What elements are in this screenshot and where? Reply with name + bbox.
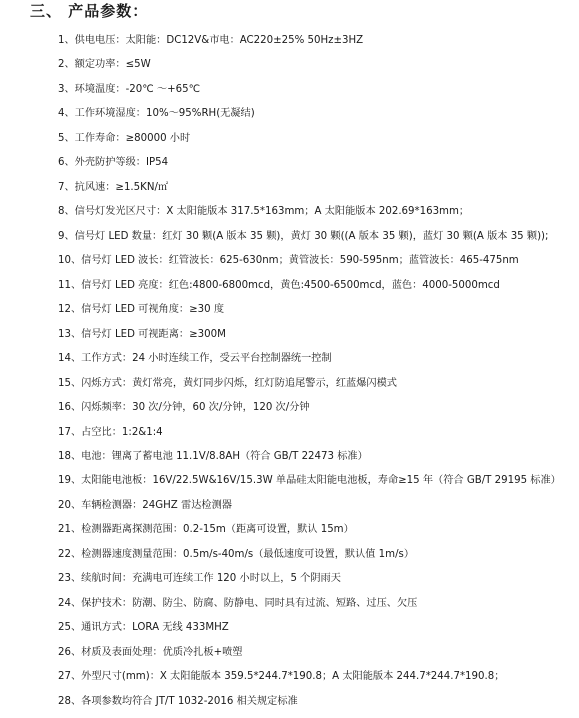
parameter-list [58,33,561,718]
list-item: 8、信号灯发光区尺寸：X 太阳能版本 317.5*163mm；A 太阳能版本 202.69*163mm； [58,206,470,218]
list-item: 3、环境温度：-20℃ ～+65℃ [58,83,201,95]
list-item: 23、续航时间：充满电可连续工作 120 小时以上，5 个阴雨天 [58,573,341,585]
list-item: 28、各项参数均符合 JT/T 1032-2016 相关规定标准 [58,695,298,707]
list-item: 22、检测器速度测量范围：0.5m/s-40m/s（最低速度可设置，默认值 1m/s） [58,548,415,560]
list-item: 10、信号灯 LED 波长：红管波长：625-630nm；黄管波长：590-595nm；蓝管波长：465-475nm [58,255,519,267]
list-item: 15、闪烁方式：黄灯常亮，黄灯同步闪烁，红灯防追尾警示，红蓝爆闪模式 [58,377,397,389]
list-item: 26、材质及表面处理：优质冷扎板+喷塑 [58,646,243,658]
list-item: 4、工作环境湿度：10%～95%RH(无凝结) [58,108,255,120]
list-item: 14、工作方式：24 小时连续工作，受云平台控制器统一控制 [58,353,332,365]
list-item: 5、工作寿命：≥80000 小时 [58,132,191,144]
list-item: 12、信号灯 LED 可视角度：≥30 度 [58,304,225,316]
section-title: 三、 产品参数： [30,2,149,20]
list-item: 2、额定功率：≤5W [58,59,151,71]
list-item: 1、供电电压：太阳能：DC12V&市电：AC220±25% 50Hz±3HZ [58,35,364,46]
list-item: 16、闪烁频率：30 次/分钟，60 次/分钟，120 次/分钟 [58,402,310,414]
list-item: 7、抗风速：≥1.5KN/㎡ [58,181,169,193]
list-item: 20、车辆检测器：24GHZ 雷达检测器 [58,499,232,511]
list-item: 27、外型尺寸(mm)：X 太阳能版本 359.5*244.7*190.8；A 太阳能版本 244.7*244.7*190.8； [58,671,505,683]
list-item: 24、保护技术：防潮、防尘、防腐、防静电、同时具有过流、短路、过压、欠压 [58,597,418,609]
list-item: 6、外壳防护等级：IP54 [58,157,169,169]
list-item: 17、占空比：1:2&1:4 [58,426,163,438]
list-item: 25、通讯方式：LORA 无线 433MHZ [58,622,229,634]
list-item: 21、检测器距离探测范围：0.2-15m（距离可设置，默认 15m） [58,524,354,536]
list-item: 19、太阳能电池板：16V/22.5W&16V/15.3W 单晶硅太阳能电池板，寿命≥15 年（符合 GB/T 29195 标准） [58,475,561,487]
list-item: 9、信号灯 LED 数量：红灯 30 颗(A 版本 35 颗)，黄灯 30 颗((A 版本 35 颗)，蓝灯 30 颗(A 版本 35 颗)); [58,230,549,242]
list-item: 13、信号灯 LED 可视距离：≥300M [58,328,226,340]
list-item: 18、电池：锂离了蓄电池 11.1V/8.8AH（符合 GB/T 22473 标准） [58,450,368,462]
list-item: 11、信号灯 LED 亮度：红色:4800-6800mcd，黄色:4500-6500mcd，蓝色：4000-5000mcd [58,279,500,291]
